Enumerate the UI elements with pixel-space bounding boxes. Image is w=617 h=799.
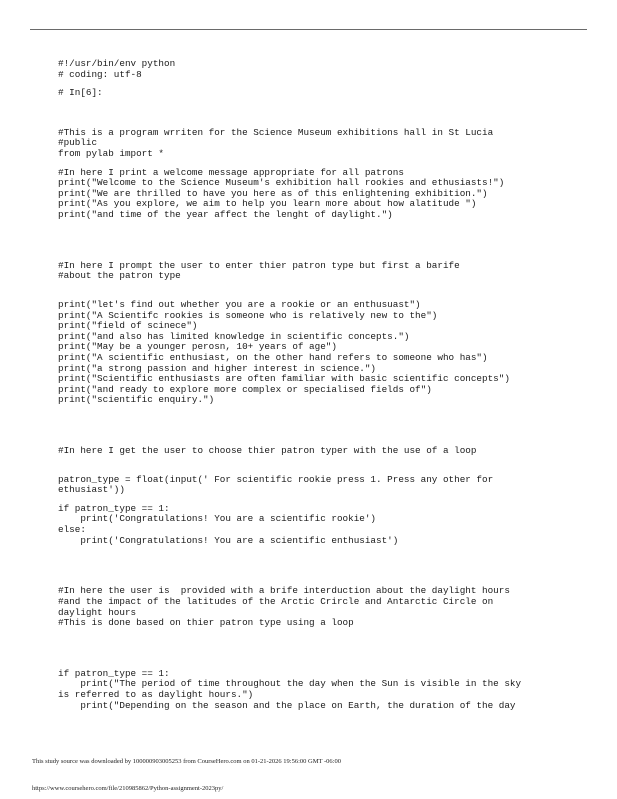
- code-line: print("As you explore, we aim to help you learn more about how alatitude "): [58, 198, 477, 210]
- download-notice: This study source was downloaded by 100000903005253 from CourseHero.com on 01-21-2026 19:56:00 GMT -06:00: [32, 758, 341, 765]
- code-comment: #public: [58, 137, 98, 149]
- code-line: print("A scientific enthusiast, on the other hand refers to someone who has"): [58, 351, 488, 363]
- code-comment: #In here I print a welcome message appropriate for all patrons: [58, 166, 404, 178]
- code-line: patron_type = float(input(' For scientific rookie press 1. Press any other for: [58, 473, 494, 485]
- code-comment: #about the patron type: [58, 270, 181, 282]
- code-line: print("Scientific enthusiasts are often familiar with basic scientific concepts"): [58, 373, 510, 385]
- code-line: print("Depending on the season and the place on Earth, the duration of the day: [58, 699, 516, 711]
- code-line: print("scientific enquiry."): [58, 394, 215, 406]
- code-line: print("A Scientifc rookies is someone who is relatively new to the"): [58, 309, 438, 321]
- code-comment: #In here I prompt the user to enter thier patron type but first a barife: [58, 259, 460, 271]
- code-line: print('Congratulations! You are a scientific enthusiast'): [58, 534, 399, 546]
- code-line: print("Welcome to the Science Museum's exhibition hall rookies and ethusiasts!"): [58, 177, 505, 189]
- code-line: print('Congratulations! You are a scientific rookie'): [58, 513, 377, 525]
- code-comment: daylight hours: [58, 606, 137, 618]
- code-line: # coding: utf-8: [58, 68, 142, 80]
- code-line: ethusiast')): [58, 484, 125, 496]
- code-line: print("let's find out whether you are a rookie or an enthusuast"): [58, 298, 421, 310]
- code-line: # In[6]:: [58, 87, 103, 99]
- code-line: print("The period of time throughout the day when the Sun is visible in the sky: [58, 678, 522, 690]
- code-line: print("field of scinece"): [58, 320, 198, 332]
- code-line: if patron_type == 1:: [58, 667, 170, 679]
- code-comment: #In here the user is provided with a brife interduction about the daylight hours: [58, 585, 510, 597]
- code-line: #!/usr/bin/env python: [58, 58, 176, 69]
- code-listing: [58, 59, 603, 711]
- code-comment: #This is done based on thier patron type using a loop: [58, 617, 354, 629]
- code-line: print("May be a younger perosn, 10+ years of age"): [58, 341, 337, 353]
- code-comment: #and the impact of the latitudes of the Arctic Crircle and Antarctic Circle on: [58, 595, 494, 607]
- code-line: print("and also has limited knowledge in scientific concepts."): [58, 330, 410, 342]
- code-line: if patron_type == 1:: [58, 502, 170, 514]
- page-top-rule: [30, 29, 587, 30]
- code-comment: #This is a program wrriten for the Science Museum exhibitions hall in St Lucia: [58, 126, 494, 138]
- code-line: print("and ready to explore more complex or specialised fields of"): [58, 383, 432, 395]
- code-comment: #In here I get the user to choose thier patron typer with the use of a loop: [58, 445, 477, 457]
- source-url[interactable]: https://www.coursehero.com/file/210985862/Python-assignment-2023py/: [32, 785, 224, 792]
- code-line: print("and time of the year affect the lenght of daylight."): [58, 209, 393, 221]
- code-line: from pylab import *: [58, 148, 165, 160]
- code-line: print("a strong passion and higher interest in science."): [58, 362, 377, 374]
- code-line: else:: [58, 524, 86, 536]
- code-line: print("We are thrilled to have you here as of this enlightening exhibition."): [58, 187, 488, 199]
- code-line: is referred to as daylight hours."): [58, 688, 254, 700]
